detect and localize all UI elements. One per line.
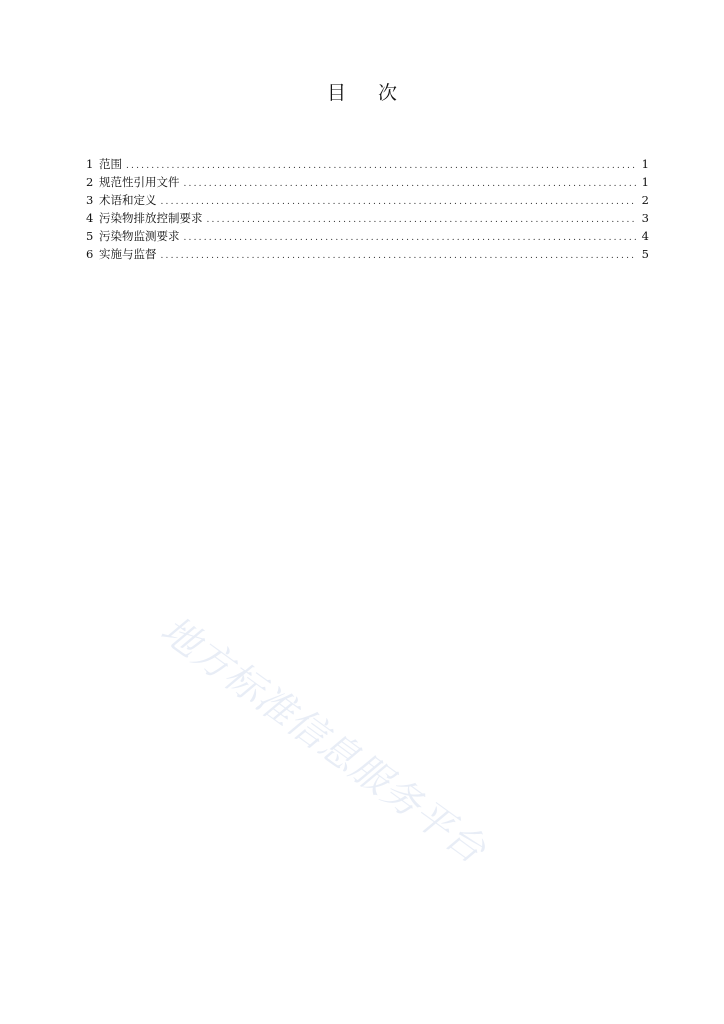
toc-page-number: 4	[641, 229, 649, 243]
toc-number: 4	[86, 211, 94, 225]
toc-leader-dots	[161, 247, 638, 265]
toc-number: 3	[86, 193, 94, 207]
toc-label: 术语和定义	[99, 193, 157, 207]
toc-label: 规范性引用文件	[99, 175, 180, 189]
toc-page-number: 1	[641, 175, 649, 189]
toc-entry[interactable]	[86, 191, 649, 209]
table-of-contents	[86, 155, 649, 263]
toc-page-number: 5	[641, 247, 649, 261]
toc-entry[interactable]	[86, 155, 649, 173]
title-char-2: 次	[378, 82, 398, 104]
toc-leader-dots	[161, 193, 638, 211]
toc-label: 实施与监督	[99, 247, 157, 261]
toc-page-number: 3	[641, 211, 649, 225]
toc-leader-dots	[207, 211, 638, 229]
toc-number: 6	[86, 247, 94, 261]
toc-leader-dots	[184, 229, 638, 247]
watermark: 地方标准信息服务平台	[152, 607, 495, 873]
toc-number: 5	[86, 229, 94, 243]
toc-entry[interactable]	[86, 173, 649, 191]
toc-leader-dots	[126, 157, 637, 175]
page-title	[0, 78, 724, 105]
toc-entry[interactable]	[86, 245, 649, 263]
toc-leader-dots	[184, 175, 638, 193]
toc-page-number: 1	[641, 157, 649, 171]
title-char-1: 目	[326, 82, 346, 104]
toc-number: 2	[86, 175, 94, 189]
toc-label: 范围	[99, 157, 122, 171]
toc-page-number: 2	[641, 193, 649, 207]
toc-entry[interactable]	[86, 227, 649, 245]
toc-number: 1	[86, 157, 94, 171]
toc-label: 污染物监测要求	[99, 229, 180, 243]
toc-entry[interactable]	[86, 209, 649, 227]
toc-label: 污染物排放控制要求	[99, 211, 203, 225]
